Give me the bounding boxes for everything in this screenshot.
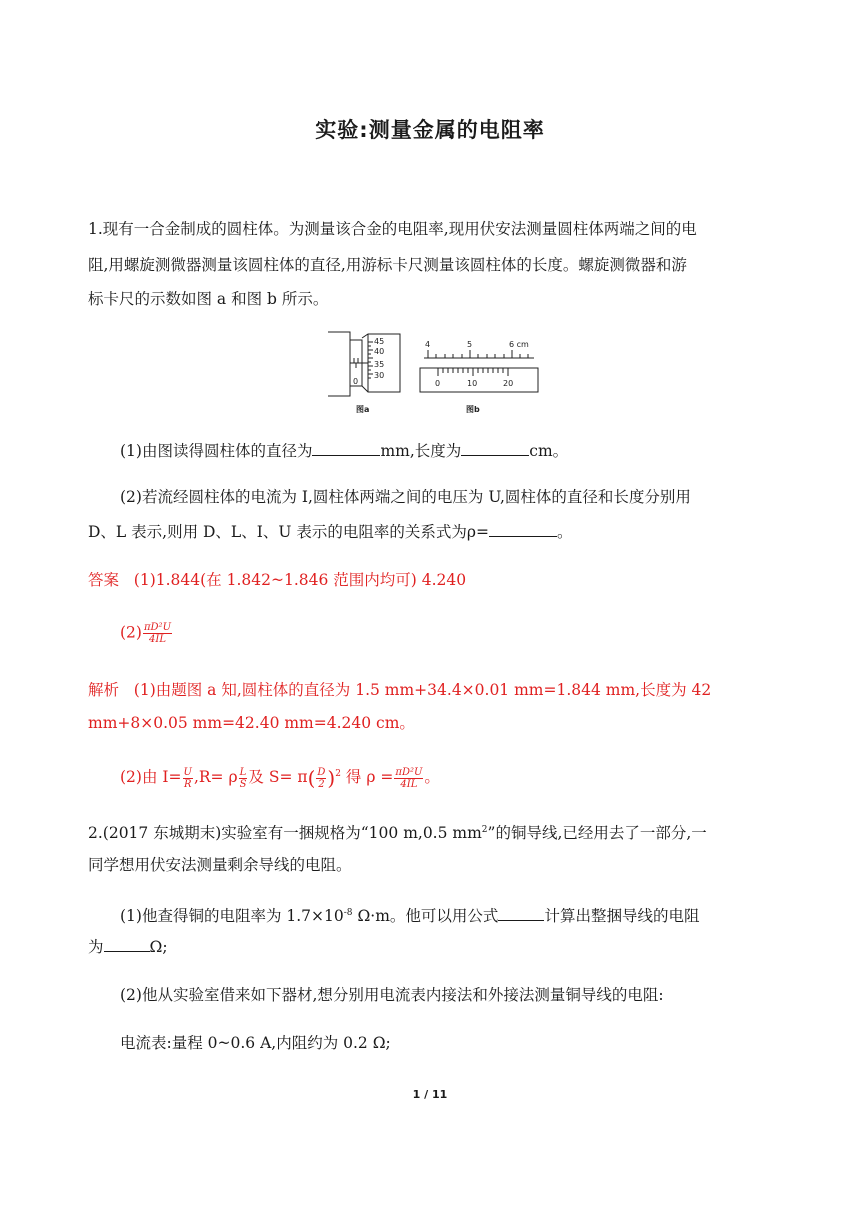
q1-sub2-text: D、L 表示,则用 D、L、I、U 表示的电阻率的关系式为ρ= (88, 523, 489, 541)
left-paren: ( (307, 766, 316, 791)
caption-b: 图b (466, 405, 480, 414)
q2-sub1-line2-a: 为 (88, 938, 104, 956)
answer-frac-den: 4IL (149, 634, 166, 645)
q1-sub1-text-b: mm,长度为 (380, 442, 462, 460)
analysis-line2: mm+8×0.05 mm=42.40 mm=4.240 cm。 (88, 714, 415, 732)
analysis-p2-prefix: (2)由 I= (120, 768, 182, 787)
answer-part1: (1)1.844(在 1.842~1.846 范围内均可) 4.240 (133, 571, 467, 589)
micrometer-zero: 0 (353, 377, 359, 386)
length-blank[interactable] (461, 441, 529, 456)
vernier-scale-20: 20 (503, 379, 514, 388)
micrometer-tick-30: 30 (374, 371, 385, 380)
q1-line3: 标卡尺的示数如图 a 和图 b 所示。 (88, 290, 329, 308)
formula-blank[interactable] (498, 906, 544, 921)
q2-sub2: (2)他从实验室借来如下器材,想分别用电流表内接法和外接法测量铜导线的电阻: (120, 986, 664, 1004)
frac1-den: R (183, 778, 192, 790)
q2-sub1-line2-b: Ω; (149, 938, 168, 956)
q2-line1 (88, 820, 707, 843)
micrometer-tick-40: 40 (374, 347, 385, 356)
right-paren: ) (327, 766, 336, 791)
answer-part2-prefix: (2) (120, 623, 142, 642)
q2-sub1 (120, 903, 699, 926)
fraction-resistivity (394, 767, 423, 790)
diameter-blank[interactable] (312, 441, 380, 456)
analysis-p2-mid3: 得 ρ = (345, 768, 394, 787)
analysis-p2-mid1: ,R= ρ (193, 768, 238, 787)
q2-sub1-b: Ω·m。他可以用公式 (352, 907, 499, 926)
page-title: 实验:测量金属的电阻率 (315, 118, 545, 142)
main-scale-5: 5 (467, 340, 473, 349)
analysis-p2-mid2: 及 S= π (248, 768, 308, 787)
answer-line1 (88, 570, 466, 590)
answer-frac-num: πD²U (143, 622, 171, 633)
q1-sub2-line2 (88, 522, 572, 542)
answer-fraction (143, 622, 172, 645)
q2-sub1-a: (1)他查得铜的电阻率为 1.7×10 (120, 907, 344, 926)
analysis-p2-end: 。 (424, 768, 440, 787)
frac2-den: S (239, 778, 247, 790)
q2-line1-a: 2.(2017 东城期末)实验室有一捆规格为“100 m,0.5 mm (88, 824, 482, 843)
analysis-label: 解析 (88, 681, 120, 699)
vernier-scale-10: 10 (467, 379, 478, 388)
q2-sub3: 电流表:量程 0~0.6 A,内阻约为 0.2 Ω; (120, 1034, 391, 1052)
q2-sub1-line2 (88, 937, 168, 957)
frac4-den: 4IL (400, 778, 418, 790)
q2-sub1-c: 计算出整捆导线的电阻 (544, 907, 700, 926)
micrometer-diagram (328, 332, 400, 396)
frac4-num: πD²U (395, 766, 423, 778)
resistivity-blank[interactable] (489, 522, 557, 537)
micrometer-tick-45: 45 (374, 337, 385, 346)
square-exponent: 2 (335, 769, 341, 779)
fraction-d-over-2 (316, 767, 326, 790)
answer-line2 (120, 622, 173, 645)
caption-a: 图a (356, 405, 370, 414)
analysis-text1: (1)由题图 a 知,圆柱体的直径为 1.5 mm+34.4×0.01 mm=1.844 mm,长度为 42 (133, 681, 712, 699)
analysis-line1 (88, 680, 711, 700)
q2-line1-sup: 2 (481, 825, 488, 835)
frac1-num: U (183, 766, 192, 778)
frac3-den: 2 (318, 778, 325, 790)
q1-sub2-end: 。 (556, 523, 573, 541)
page-number: 1 / 11 (412, 1088, 448, 1101)
q1-sub2-line1: (2)若流经圆柱体的电流为 I,圆柱体两端之间的电压为 U,圆柱体的直径和长度分别用 (120, 488, 691, 506)
instrument-figure (320, 328, 540, 418)
micrometer-tick-35: 35 (374, 360, 385, 369)
main-scale-6cm: 6 cm (509, 340, 529, 349)
q1-sub1-text-a: (1)由图读得圆柱体的直径为 (120, 442, 313, 460)
fraction-u-over-r (183, 767, 193, 790)
q2-sub1-sup: -8 (343, 908, 353, 918)
answer-label: 答案 (88, 571, 120, 589)
fraction-l-over-s (239, 767, 248, 790)
frac3-num: D (317, 766, 326, 778)
frac2-num: L (239, 766, 247, 778)
main-scale-4: 4 (425, 340, 431, 349)
q1-sub1 (120, 441, 568, 461)
q2-line2: 同学想用伏安法测量剩余导线的电阻。 (88, 856, 352, 874)
vernier-scale-0: 0 (435, 379, 441, 388)
q1-line2: 阻,用螺旋测微器测量该圆柱体的直径,用游标卡尺测量该圆柱体的长度。螺旋测微器和游 (88, 256, 687, 274)
q1-line1: 1.现有一合金制成的圆柱体。为测量该合金的电阻率,现用伏安法测量圆柱体两端之间的电 (88, 220, 697, 238)
resistance-blank[interactable] (104, 937, 150, 952)
analysis-formula-line (120, 764, 440, 790)
q1-sub1-text-c: cm。 (529, 442, 569, 460)
q2-line1-b: ”的铜导线,已经用去了一部分,一 (487, 824, 707, 843)
